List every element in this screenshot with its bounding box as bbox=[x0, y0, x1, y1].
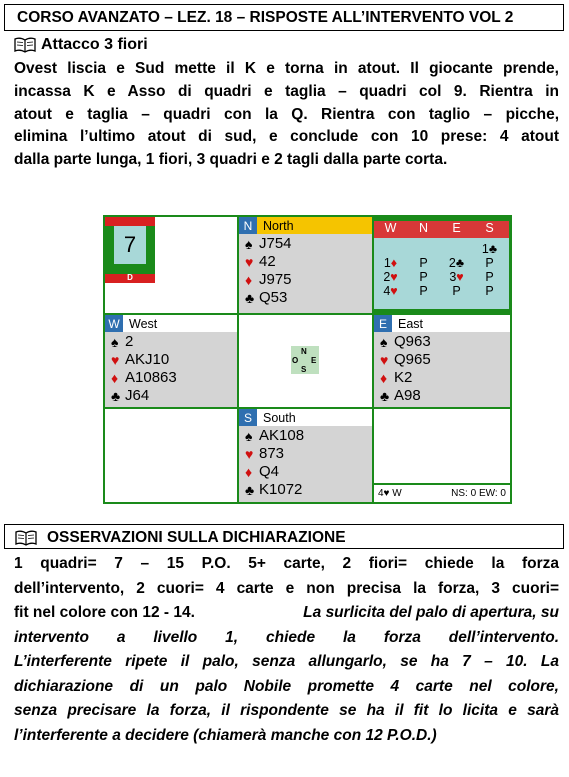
bid-cell: 4♥ bbox=[383, 284, 398, 298]
bid-cell: P bbox=[452, 284, 461, 298]
south-hearts: 873 bbox=[259, 445, 285, 462]
bid-cell: P bbox=[419, 270, 428, 284]
notes-line: dichiarazione di un palo Nobile promette 4 carte nel colore, bbox=[14, 677, 559, 695]
diamond-icon: ♦ bbox=[380, 370, 388, 386]
notes-line bbox=[14, 601, 559, 626]
club-icon: ♣ bbox=[245, 482, 255, 498]
board-cell bbox=[105, 217, 237, 313]
east-clubs: A98 bbox=[394, 387, 421, 404]
bidding-header bbox=[374, 221, 509, 238]
spade-icon: ♠ bbox=[380, 334, 388, 350]
west-hand-panel bbox=[105, 315, 237, 407]
bid-cell: P bbox=[485, 284, 494, 298]
book-icon bbox=[14, 37, 36, 53]
bid-cell: P bbox=[419, 284, 428, 298]
diamond-icon: ♦ bbox=[245, 272, 253, 288]
heart-icon: ♥ bbox=[111, 352, 120, 368]
notes-line: L’interferente ripete il palo, senza allungarlo, se ha 7 – 10. La bbox=[14, 653, 559, 670]
west-spades: 2 bbox=[125, 333, 134, 350]
club-icon: ♣ bbox=[111, 388, 121, 404]
attack-line bbox=[14, 36, 148, 54]
contract-label: 4♥ W bbox=[378, 488, 402, 499]
compass-o: O bbox=[292, 356, 299, 365]
north-hearts: 42 bbox=[259, 253, 276, 270]
heart-icon: ♥ bbox=[245, 254, 254, 270]
notes-italic-text: La surlicita del palo di apertura, su bbox=[303, 604, 559, 621]
notes-paragraph bbox=[14, 552, 559, 748]
spade-icon: ♠ bbox=[111, 334, 119, 350]
board-number: 7 bbox=[123, 232, 137, 257]
seat-tag-north: N bbox=[239, 217, 257, 234]
intro-line: elimina l’ultimo atout di sud, e conclude con 10 prese: 4 atout bbox=[14, 128, 559, 146]
north-diamonds: J975 bbox=[259, 271, 292, 288]
bid-row bbox=[374, 256, 509, 270]
east-hand-panel bbox=[374, 315, 510, 407]
bidding-table bbox=[374, 221, 509, 309]
north-spades: J754 bbox=[259, 235, 292, 252]
intro-line: Ovest liscia e Sud mette il K e torna in atout. Il giocante prende, bbox=[14, 60, 559, 77]
lesson-title: CORSO AVANZATO – LEZ. 18 – RISPOSTE ALL’INTERVENTO VOL 2 bbox=[17, 9, 514, 26]
notes-line: l’interferente a decidere (chiamerà manche con 12 P.O.D.) bbox=[14, 726, 437, 744]
club-icon: ♣ bbox=[245, 290, 255, 306]
table-center bbox=[239, 315, 372, 407]
result-cell bbox=[374, 409, 510, 483]
bid-cell: 2♥ bbox=[383, 270, 398, 284]
west-diamonds: A10863 bbox=[125, 369, 177, 386]
diamond-icon: ♦ bbox=[111, 370, 119, 386]
north-clubs: Q53 bbox=[259, 289, 288, 306]
notes-line: dell’intervento, 2 cuori= 4 carte e non precisa la forza, 3 cuori= bbox=[14, 579, 559, 597]
east-hearts: Q965 bbox=[394, 351, 431, 368]
compass-rose bbox=[291, 346, 319, 374]
east-spades: Q963 bbox=[394, 333, 431, 350]
club-icon: ♣ bbox=[380, 388, 390, 404]
seat-name-west: West bbox=[123, 315, 237, 332]
bid-cell bbox=[440, 242, 473, 256]
bid-cell: 3♥ bbox=[449, 270, 464, 284]
lesson-header bbox=[4, 4, 564, 31]
seat-tag-east: E bbox=[374, 315, 392, 332]
compass-e: E bbox=[311, 356, 317, 365]
compass-s: S bbox=[301, 365, 307, 374]
bid-cell: P bbox=[485, 270, 494, 284]
spade-icon: ♠ bbox=[245, 428, 253, 444]
bid-row bbox=[374, 284, 509, 298]
notes-line: intervento a livello 1, chiede la forza dell’intervento. bbox=[14, 628, 559, 646]
dealer-marker: D bbox=[127, 273, 133, 282]
empty-cell bbox=[105, 409, 237, 502]
seat-name-north: North bbox=[257, 217, 372, 234]
south-clubs: K1072 bbox=[259, 481, 303, 498]
bid-cell: 1♣ bbox=[481, 242, 498, 256]
bid-row bbox=[374, 270, 509, 284]
heart-icon: ♥ bbox=[245, 446, 254, 462]
seat-tag-west: W bbox=[105, 315, 123, 332]
notes-text: fit nel colore con 12 - 14. bbox=[14, 604, 195, 621]
south-hand-panel bbox=[239, 409, 372, 502]
heart-icon: ♥ bbox=[380, 352, 389, 368]
attack-label: Attacco 3 fiori bbox=[41, 36, 148, 53]
bid-cell: P bbox=[419, 256, 428, 270]
observations-title: OSSERVAZIONI SULLA DICHIARAZIONE bbox=[47, 528, 346, 546]
seat-name-east: East bbox=[392, 315, 510, 332]
intro-line: incassa K e Asso di quadri e taglia – quadri col 9. Rientra in bbox=[14, 82, 559, 100]
bid-cell: P bbox=[485, 256, 494, 270]
notes-line: senza precisare la forza, il rispondente se ha il fit lo licita e sarà bbox=[14, 702, 559, 719]
observations-header bbox=[4, 524, 564, 549]
bid-row bbox=[374, 242, 509, 256]
bid-cell: 1♦ bbox=[383, 256, 398, 270]
seat-name-south: South bbox=[257, 409, 372, 426]
score-label: NS: 0 EW: 0 bbox=[451, 488, 506, 499]
book-icon bbox=[15, 530, 37, 546]
diamond-icon: ♦ bbox=[245, 464, 253, 480]
compass-n: N bbox=[301, 347, 307, 356]
south-diamonds: Q4 bbox=[259, 463, 280, 480]
west-clubs: J64 bbox=[125, 387, 150, 404]
north-hand-panel bbox=[239, 217, 372, 313]
seat-tag-south: S bbox=[239, 409, 257, 426]
bid-cell: 2♣ bbox=[448, 256, 465, 270]
west-hearts: AKJ10 bbox=[125, 351, 170, 368]
notes-line: 1 quadri= 7 – 15 P.O. 5+ carte, 2 fiori= chiede la forza bbox=[14, 555, 559, 572]
result-bar bbox=[374, 485, 510, 502]
board-badge bbox=[105, 217, 155, 283]
spade-icon: ♠ bbox=[245, 236, 253, 252]
intro-paragraph bbox=[14, 58, 559, 172]
bid-cell bbox=[374, 242, 407, 256]
intro-line: dalla parte lunga, 1 fiori, 3 quadri e 2 tagli dalla parte corta. bbox=[14, 151, 448, 169]
bid-col-n: N bbox=[418, 221, 429, 235]
board-number-box bbox=[114, 226, 146, 264]
bid-cell bbox=[407, 242, 440, 256]
bid-col-s: S bbox=[485, 221, 494, 235]
south-spades: AK108 bbox=[259, 427, 305, 444]
bridge-diagram bbox=[103, 215, 512, 504]
bid-col-w: W bbox=[384, 221, 397, 235]
intro-line: atout e taglia – quadri con la Q. Rientra con taglio – picche, bbox=[14, 105, 559, 123]
bid-col-e: E bbox=[452, 221, 461, 235]
east-diamonds: K2 bbox=[394, 369, 413, 386]
